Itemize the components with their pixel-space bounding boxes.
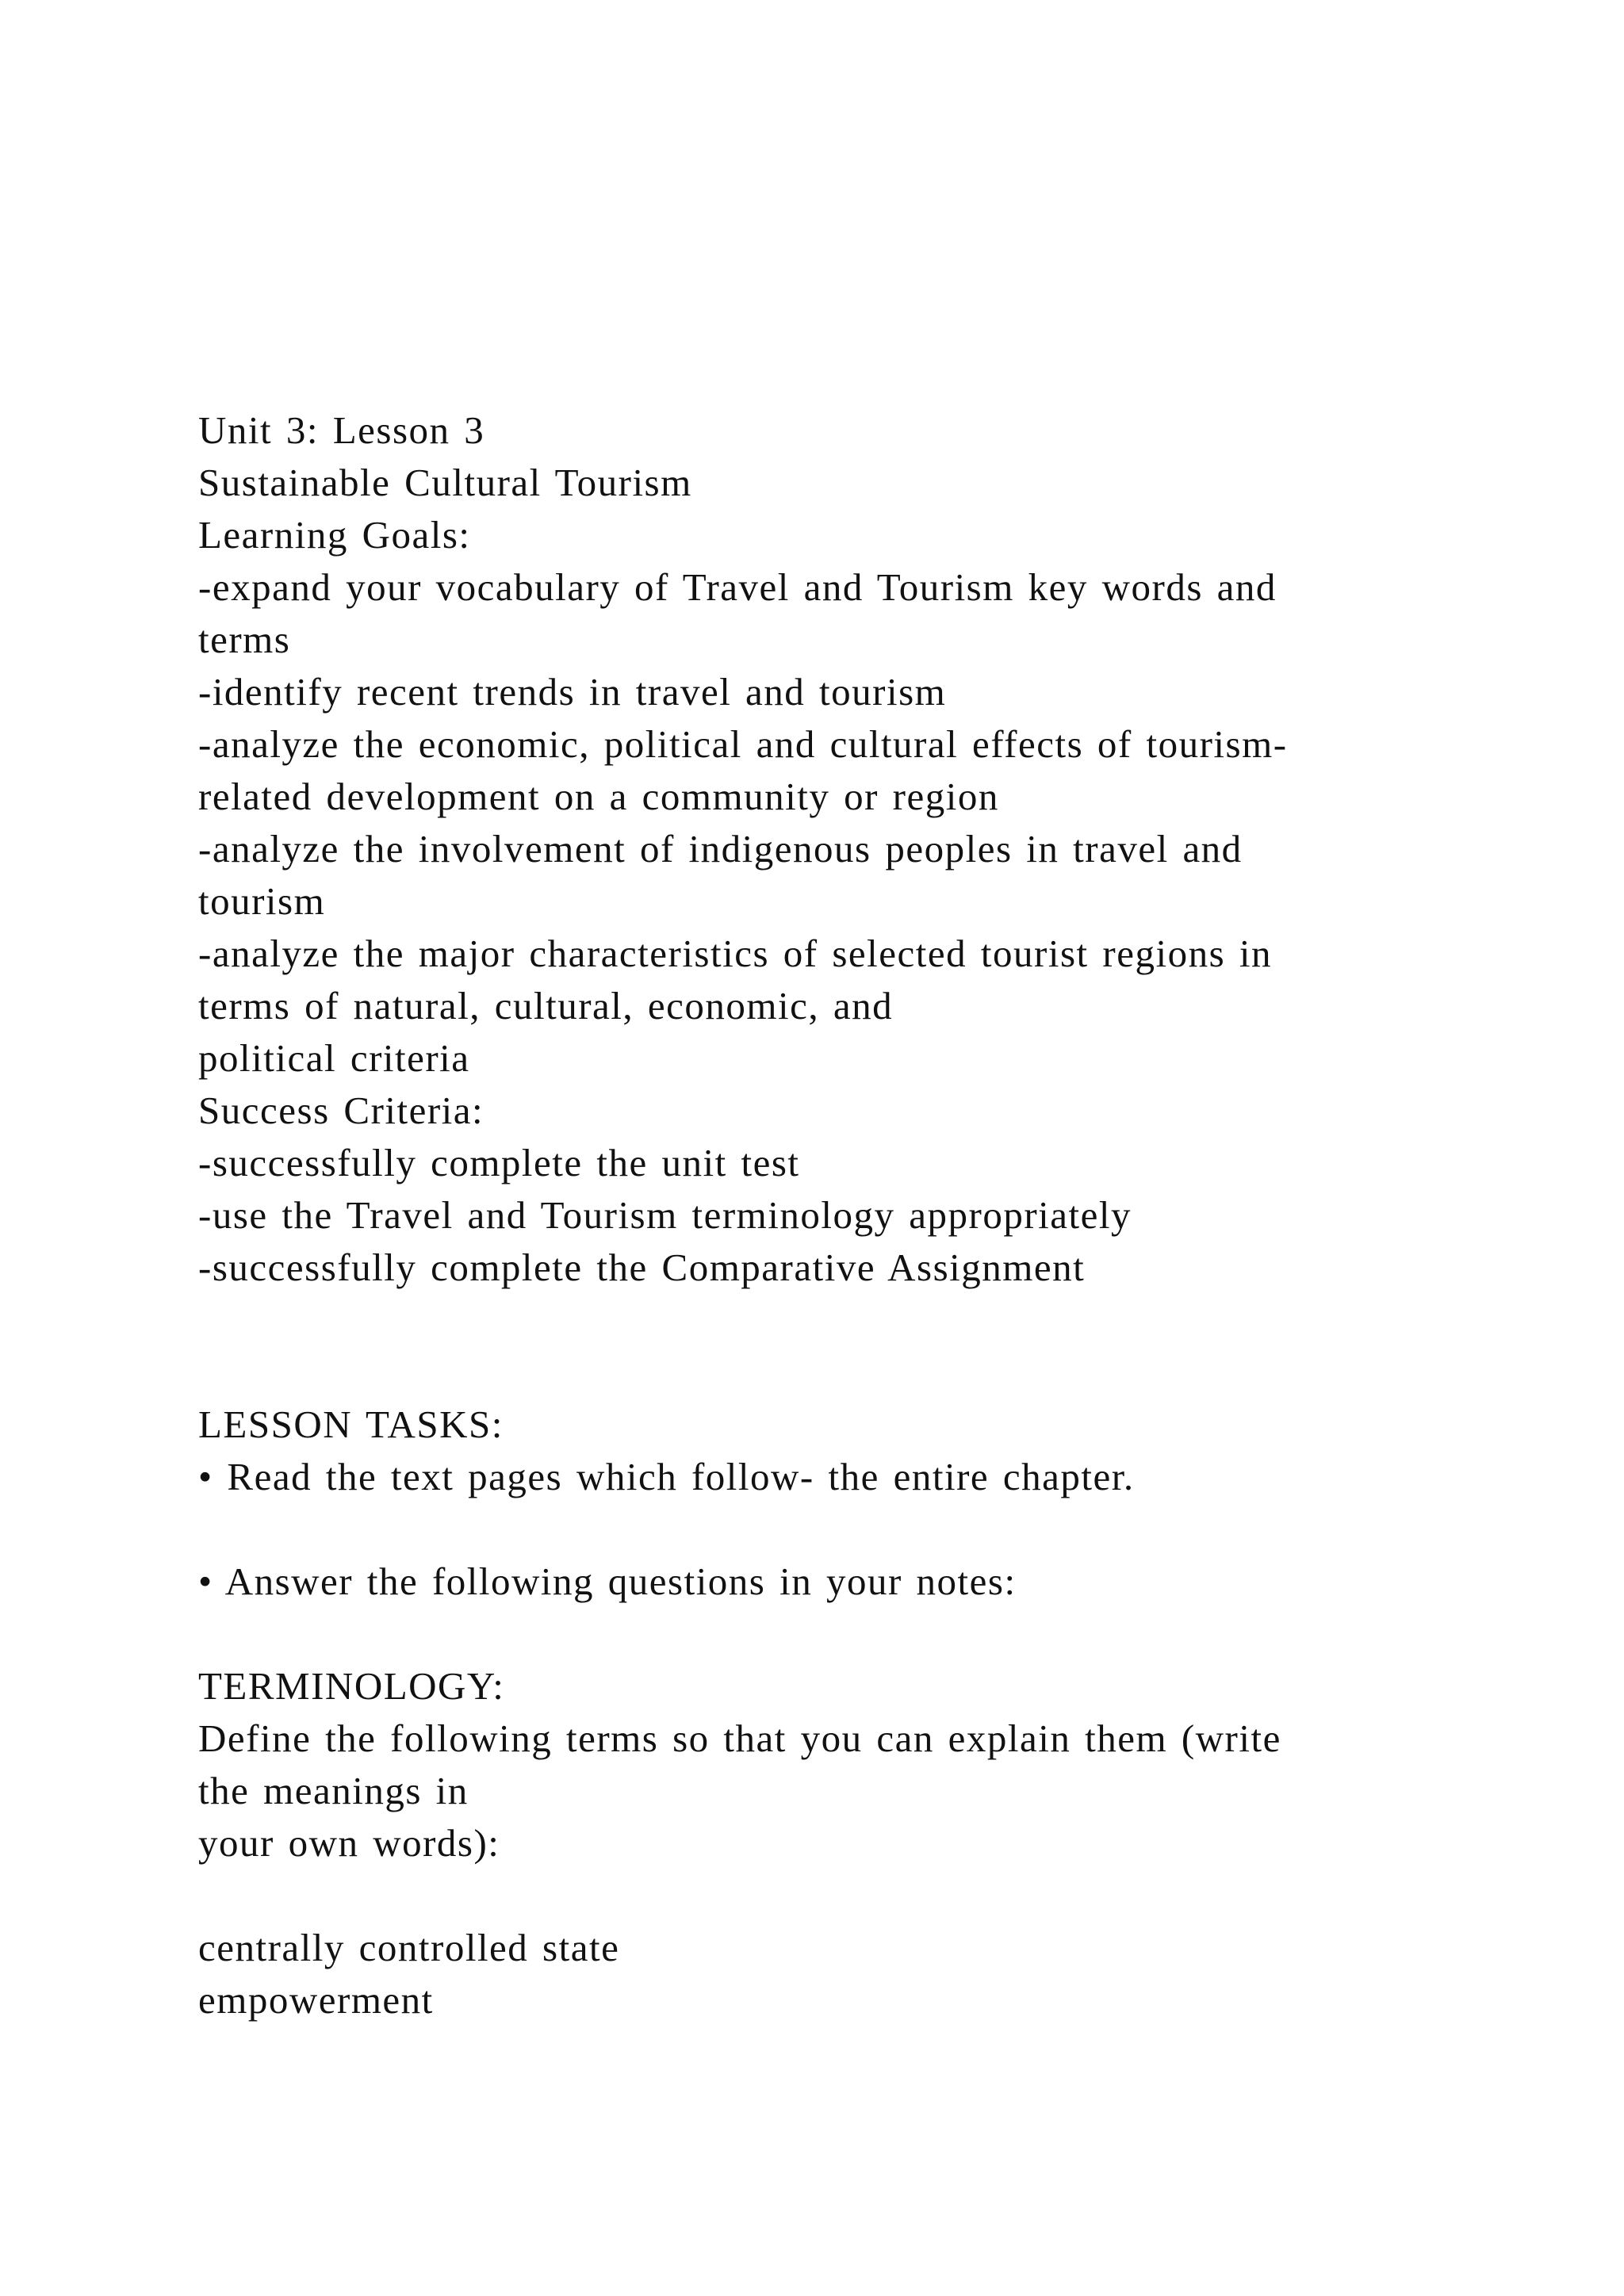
success-criteria-line: -successfully complete the Comparative Assignment (198, 1246, 1086, 1289)
spacer (198, 1869, 1483, 1922)
spacer (198, 1608, 1483, 1660)
lesson-title: Unit 3: Lesson 3 (198, 408, 485, 452)
spacer (198, 1346, 1483, 1399)
learning-goal-line: -analyze the involvement of indigenous peoples in travel and (198, 827, 1243, 871)
terminology-instruction-line: the meanings in (198, 1769, 469, 1812)
lesson-subtitle: Sustainable Cultural Tourism (198, 461, 692, 504)
learning-goal-line: -analyze the economic, political and cultural effects of tourism- (198, 722, 1288, 766)
spacer (198, 1294, 1483, 1346)
learning-goal-line: tourism (198, 879, 326, 923)
learning-goal-line: -analyze the major characteristics of selected tourist regions in (198, 932, 1272, 975)
learning-goal-line: terms (198, 618, 291, 661)
terminology-term: centrally controlled state (198, 1926, 620, 1969)
learning-goal-line: political criteria (198, 1036, 470, 1080)
learning-goal-line: related development on a community or region (198, 775, 999, 818)
learning-goals-heading: Learning Goals: (198, 513, 471, 557)
terminology-term: empowerment (198, 1978, 434, 2022)
terminology-instruction-line: your own words): (198, 1821, 500, 1865)
terminology-instruction-line: Define the following terms so that you can explain them (write (198, 1716, 1281, 1760)
document-body (198, 404, 1483, 2026)
lesson-task-read: • Read the text pages which follow- the entire chapter. (198, 1455, 1135, 1498)
learning-goal-line: -identify recent trends in travel and tourism (198, 670, 947, 714)
lesson-task-answer: • Answer the following questions in your notes: (198, 1559, 1017, 1603)
success-criteria-line: -use the Travel and Tourism terminology appropriately (198, 1193, 1132, 1237)
success-criteria-line: -successfully complete the unit test (198, 1141, 800, 1184)
learning-goal-line: terms of natural, cultural, economic, and (198, 984, 894, 1027)
lesson-tasks-heading: LESSON TASKS: (198, 1402, 504, 1446)
learning-goal-line: -expand your vocabulary of Travel and Tourism key words and (198, 565, 1277, 609)
success-criteria-heading: Success Criteria: (198, 1089, 485, 1132)
terminology-heading: TERMINOLOGY: (198, 1664, 505, 1708)
spacer (198, 1503, 1483, 1556)
